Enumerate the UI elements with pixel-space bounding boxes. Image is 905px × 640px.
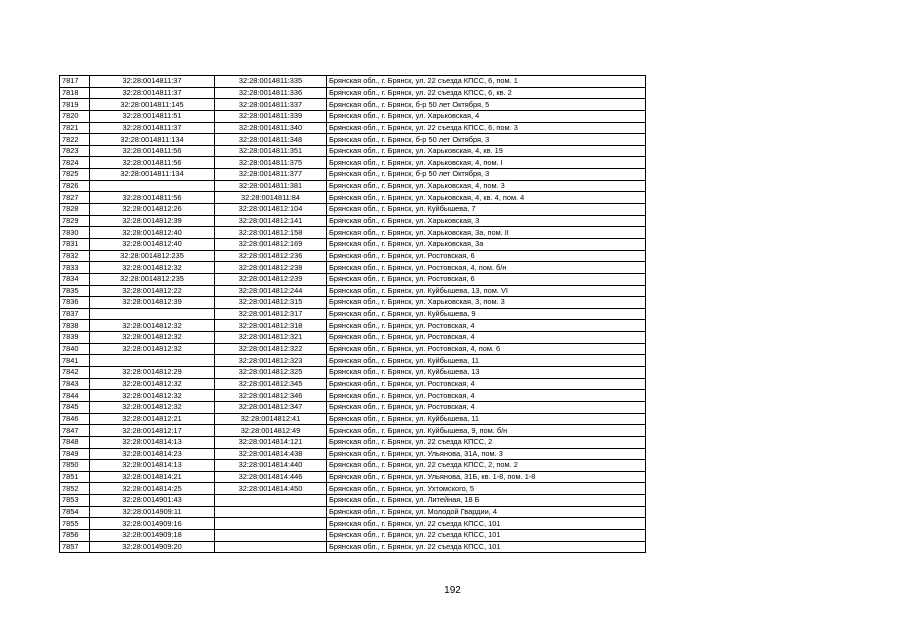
land-parcel-cadastral-cell: 32:28:0014812:39 [90,215,215,227]
address-cell: Брянская обл., г. Брянск, б-р 50 лет Октября, 3 [327,134,646,146]
row-number-cell: 7855 [60,518,90,530]
row-number-cell: 7828 [60,204,90,216]
land-parcel-cadastral-cell: 32:28:0014812:32 [90,320,215,332]
land-parcel-cadastral-cell: 32:28:0014812:40 [90,238,215,250]
land-parcel-cadastral-cell: 32:28:0014812:32 [90,390,215,402]
table-row [60,460,646,472]
address-cell: Брянская обл., г. Брянск, ул. Харьковская, 4, кв. 4, пом. 4 [327,192,646,204]
table-row [60,76,646,88]
row-number-cell: 7832 [60,250,90,262]
address-cell: Брянская обл., г. Брянск, ул. Ростовская, 4 [327,390,646,402]
object-cadastral-cell: 32:28:0014812:322 [215,343,327,355]
table-row [60,192,646,204]
land-parcel-cadastral-cell: 32:28:0014811:134 [90,169,215,181]
table-row [60,529,646,541]
row-number-cell: 7856 [60,529,90,541]
address-cell: Брянская обл., г. Брянск, ул. Ростовская, 4, пом. б/н [327,262,646,274]
object-cadastral-cell: 32:28:0014812:323 [215,355,327,367]
row-number-cell: 7826 [60,180,90,192]
land-parcel-cadastral-cell: 32:28:0014812:29 [90,367,215,379]
land-parcel-cadastral-cell: 32:28:0014811:56 [90,145,215,157]
table-row [60,250,646,262]
row-number-cell: 7833 [60,262,90,274]
table-row [60,169,646,181]
object-cadastral-cell [215,506,327,518]
row-number-cell: 7838 [60,320,90,332]
address-cell: Брянская обл., г. Брянск, ул. Ульянова, 31Б, кв. 1-8, пом. 1-8 [327,471,646,483]
table-row [60,518,646,530]
table-row [60,110,646,122]
object-cadastral-cell: 32:28:0014814:121 [215,436,327,448]
land-parcel-cadastral-cell: 32:28:0014901:43 [90,495,215,507]
row-number-cell: 7847 [60,425,90,437]
table-row [60,332,646,344]
address-cell: Брянская обл., г. Брянск, ул. Ростовская, 4 [327,332,646,344]
address-cell: Брянская обл., г. Брянск, ул. Куйбышева, 9, пом. б/н [327,425,646,437]
land-parcel-cadastral-cell: 32:28:0014814:13 [90,436,215,448]
address-cell: Брянская обл., г. Брянск, ул. Куйбышева, 13 [327,367,646,379]
row-number-cell: 7842 [60,367,90,379]
land-parcel-cadastral-cell: 32:28:0014812:21 [90,413,215,425]
table-row [60,238,646,250]
land-parcel-cadastral-cell: 32:28:0014811:37 [90,87,215,99]
address-cell: Брянская обл., г. Брянск, ул. Харьковская, 4 [327,110,646,122]
land-parcel-cadastral-cell: 32:28:0014811:56 [90,157,215,169]
row-number-cell: 7822 [60,134,90,146]
row-number-cell: 7821 [60,122,90,134]
address-cell: Брянская обл., г. Брянск, ул. 22 съезда КПСС, 6, кв. 2 [327,87,646,99]
table-row [60,483,646,495]
land-parcel-cadastral-cell: 32:28:0014812:39 [90,297,215,309]
address-cell: Брянская обл., г. Брянск, ул. Ростовская, 4 [327,320,646,332]
object-cadastral-cell: 32:28:0014811:339 [215,110,327,122]
object-cadastral-cell: 32:28:0014812:321 [215,332,327,344]
address-cell: Брянская обл., г. Брянск, ул. 22 съезда КПСС, 101 [327,518,646,530]
row-number-cell: 7843 [60,378,90,390]
row-number-cell: 7845 [60,401,90,413]
object-cadastral-cell: 32:28:0014812:325 [215,367,327,379]
object-cadastral-cell [215,541,327,553]
address-cell: Брянская обл., г. Брянск, ул. Литейная, 18 Б [327,495,646,507]
address-cell: Брянская обл., г. Брянск, ул. Харьковская, 4, кв. 19 [327,145,646,157]
object-cadastral-cell: 32:28:0014812:318 [215,320,327,332]
object-cadastral-cell: 32:28:0014812:346 [215,390,327,402]
address-cell: Брянская обл., г. Брянск, ул. 22 съезда КПСС, 6, пом. 1 [327,76,646,88]
table-row [60,355,646,367]
row-number-cell: 7837 [60,308,90,320]
table-row [60,367,646,379]
table-row [60,390,646,402]
object-cadastral-cell: 32:28:0014812:315 [215,297,327,309]
row-number-cell: 7849 [60,448,90,460]
table-row [60,215,646,227]
table-row [60,122,646,134]
object-cadastral-cell: 32:28:0014811:336 [215,87,327,99]
table-row [60,157,646,169]
object-cadastral-cell: 32:28:0014811:335 [215,76,327,88]
object-cadastral-cell: 32:28:0014811:348 [215,134,327,146]
object-cadastral-cell: 32:28:0014814:440 [215,460,327,472]
row-number-cell: 7840 [60,343,90,355]
land-parcel-cadastral-cell: 32:28:0014812:40 [90,227,215,239]
address-cell: Брянская обл., г. Брянск, ул. Харьковская, 3 [327,215,646,227]
row-number-cell: 7851 [60,471,90,483]
address-cell: Брянская обл., г. Брянск, ул. Ростовская, 4 [327,401,646,413]
object-cadastral-cell: 32:28:0014812:104 [215,204,327,216]
row-number-cell: 7850 [60,460,90,472]
object-cadastral-cell: 32:28:0014812:347 [215,401,327,413]
object-cadastral-cell: 32:28:0014811:340 [215,122,327,134]
row-number-cell: 7846 [60,413,90,425]
row-number-cell: 7841 [60,355,90,367]
row-number-cell: 7839 [60,332,90,344]
land-parcel-cadastral-cell: 32:28:0014811:56 [90,192,215,204]
land-parcel-cadastral-cell: 32:28:0014909:11 [90,506,215,518]
table-row [60,308,646,320]
row-number-cell: 7836 [60,297,90,309]
table-row [60,448,646,460]
row-number-cell: 7853 [60,495,90,507]
table-row [60,285,646,297]
row-number-cell: 7854 [60,506,90,518]
land-parcel-cadastral-cell: 32:28:0014811:51 [90,110,215,122]
table-row [60,436,646,448]
address-cell: Брянская обл., г. Брянск, ул. 22 съезда КПСС, 101 [327,529,646,541]
land-parcel-cadastral-cell: 32:28:0014812:26 [90,204,215,216]
address-cell: Брянская обл., г. Брянск, б-р 50 лет Октября, 3 [327,169,646,181]
land-parcel-cadastral-cell: 32:28:0014811:145 [90,99,215,111]
land-parcel-cadastral-cell: 32:28:0014812:32 [90,378,215,390]
object-cadastral-cell: 32:28:0014812:345 [215,378,327,390]
row-number-cell: 7818 [60,87,90,99]
row-number-cell: 7829 [60,215,90,227]
address-cell: Брянская обл., г. Брянск, ул. Ростовская, 4 [327,378,646,390]
object-cadastral-cell [215,518,327,530]
table-row [60,204,646,216]
object-cadastral-cell: 32:28:0014814:446 [215,471,327,483]
address-cell: Брянская обл., г. Брянск, ул. Харьковская, 3, пом. 3 [327,297,646,309]
land-parcel-cadastral-cell: 32:28:0014812:32 [90,401,215,413]
table-row [60,99,646,111]
table-row [60,425,646,437]
object-cadastral-cell: 32:28:0014812:317 [215,308,327,320]
object-cadastral-cell: 32:28:0014812:169 [215,238,327,250]
land-parcel-cadastral-cell: 32:28:0014814:23 [90,448,215,460]
address-cell: Брянская обл., г. Брянск, ул. Харьковская, 4, пом. I [327,157,646,169]
object-cadastral-cell [215,495,327,507]
row-number-cell: 7835 [60,285,90,297]
table-row [60,401,646,413]
object-cadastral-cell: 32:28:0014812:244 [215,285,327,297]
row-number-cell: 7825 [60,169,90,181]
address-cell: Брянская обл., г. Брянск, ул. 22 съезда КПСС, 6, пом. 3 [327,122,646,134]
table-row [60,471,646,483]
address-cell: Брянская обл., г. Брянск, ул. 22 съезда КПСС, 2 [327,436,646,448]
table-row [60,273,646,285]
table-body [60,76,646,553]
row-number-cell: 7820 [60,110,90,122]
address-cell: Брянская обл., г. Брянск, ул. 22 съезда КПСС, 101 [327,541,646,553]
row-number-cell: 7830 [60,227,90,239]
table-row [60,134,646,146]
address-cell: Брянская обл., г. Брянск, ул. Куйбышева, 11 [327,413,646,425]
object-cadastral-cell: 32:28:0014812:141 [215,215,327,227]
object-cadastral-cell: 32:28:0014811:84 [215,192,327,204]
object-cadastral-cell: 32:28:0014811:375 [215,157,327,169]
land-parcel-cadastral-cell: 32:28:0014812:32 [90,262,215,274]
table-row [60,297,646,309]
address-cell: Брянская обл., г. Брянск, ул. 22 съезда КПСС, 2, пом. 2 [327,460,646,472]
land-parcel-cadastral-cell: 32:28:0014814:13 [90,460,215,472]
table-row [60,320,646,332]
land-parcel-cadastral-cell: 32:28:0014814:21 [90,471,215,483]
object-cadastral-cell: 32:28:0014811:381 [215,180,327,192]
address-cell: Брянская обл., г. Брянск, ул. Ульянова, 31А, пом. 3 [327,448,646,460]
land-parcel-cadastral-cell: 32:28:0014811:37 [90,122,215,134]
land-parcel-cadastral-cell: 32:28:0014909:20 [90,541,215,553]
land-parcel-cadastral-cell [90,355,215,367]
table-row [60,378,646,390]
table-row [60,541,646,553]
row-number-cell: 7823 [60,145,90,157]
object-cadastral-cell: 32:28:0014812:238 [215,262,327,274]
land-parcel-cadastral-cell: 32:28:0014909:18 [90,529,215,541]
table-row [60,145,646,157]
address-cell: Брянская обл., г. Брянск, ул. Куйбышева, 7 [327,204,646,216]
table-row [60,495,646,507]
land-parcel-cadastral-cell: 32:28:0014812:235 [90,273,215,285]
address-cell: Брянская обл., г. Брянск, ул. Ростовская, 6 [327,250,646,262]
row-number-cell: 7831 [60,238,90,250]
object-cadastral-cell: 32:28:0014812:158 [215,227,327,239]
object-cadastral-cell: 32:28:0014811:377 [215,169,327,181]
object-cadastral-cell [215,529,327,541]
table-row [60,262,646,274]
address-cell: Брянская обл., г. Брянск, ул. Куйбышева, 9 [327,308,646,320]
address-cell: Брянская обл., г. Брянск, ул. Ростовская, 6 [327,273,646,285]
land-parcel-cadastral-cell [90,308,215,320]
land-parcel-cadastral-cell: 32:28:0014811:134 [90,134,215,146]
object-cadastral-cell: 32:28:0014812:239 [215,273,327,285]
land-parcel-cadastral-cell: 32:28:0014812:32 [90,332,215,344]
land-parcel-cadastral-cell [90,180,215,192]
object-cadastral-cell: 32:28:0014812:49 [215,425,327,437]
row-number-cell: 7852 [60,483,90,495]
row-number-cell: 7834 [60,273,90,285]
row-number-cell: 7824 [60,157,90,169]
row-number-cell: 7844 [60,390,90,402]
row-number-cell: 7848 [60,436,90,448]
table-row [60,506,646,518]
land-parcel-cadastral-cell: 32:28:0014811:37 [90,76,215,88]
object-cadastral-cell: 32:28:0014812:41 [215,413,327,425]
row-number-cell: 7857 [60,541,90,553]
row-number-cell: 7817 [60,76,90,88]
table-row [60,343,646,355]
object-cadastral-cell: 32:28:0014814:438 [215,448,327,460]
address-cell: Брянская обл., г. Брянск, ул. Ростовская, 4, пом. 6 [327,343,646,355]
land-parcel-cadastral-cell: 32:28:0014814:25 [90,483,215,495]
land-parcel-cadastral-cell: 32:28:0014812:22 [90,285,215,297]
land-parcel-cadastral-cell: 32:28:0014812:235 [90,250,215,262]
land-parcel-cadastral-cell: 32:28:0014909:16 [90,518,215,530]
row-number-cell: 7819 [60,99,90,111]
table-row [60,87,646,99]
address-cell: Брянская обл., г. Брянск, ул. Молодой Гвардии, 4 [327,506,646,518]
cadastral-table [59,75,646,553]
address-cell: Брянская обл., г. Брянск, ул. Куйбышева, 13, пом. VI [327,285,646,297]
address-cell: Брянская обл., г. Брянск, ул. Ухтомского, 5 [327,483,646,495]
address-cell: Брянская обл., г. Брянск, ул. Харьковская, 3а [327,238,646,250]
table-row [60,413,646,425]
land-parcel-cadastral-cell: 32:28:0014812:32 [90,343,215,355]
table-row [60,227,646,239]
table-row [60,180,646,192]
address-cell: Брянская обл., г. Брянск, ул. Куйбышева, 11 [327,355,646,367]
object-cadastral-cell: 32:28:0014812:236 [215,250,327,262]
page-number: 192 [444,585,461,596]
address-cell: Брянская обл., г. Брянск, б-р 50 лет Октября, 5 [327,99,646,111]
land-parcel-cadastral-cell: 32:28:0014812:17 [90,425,215,437]
address-cell: Брянская обл., г. Брянск, ул. Харьковская, 4, пом. 3 [327,180,646,192]
address-cell: Брянская обл., г. Брянск, ул. Харьковская, 3а, пом. II [327,227,646,239]
object-cadastral-cell: 32:28:0014811:337 [215,99,327,111]
row-number-cell: 7827 [60,192,90,204]
object-cadastral-cell: 32:28:0014814:450 [215,483,327,495]
object-cadastral-cell: 32:28:0014811:351 [215,145,327,157]
